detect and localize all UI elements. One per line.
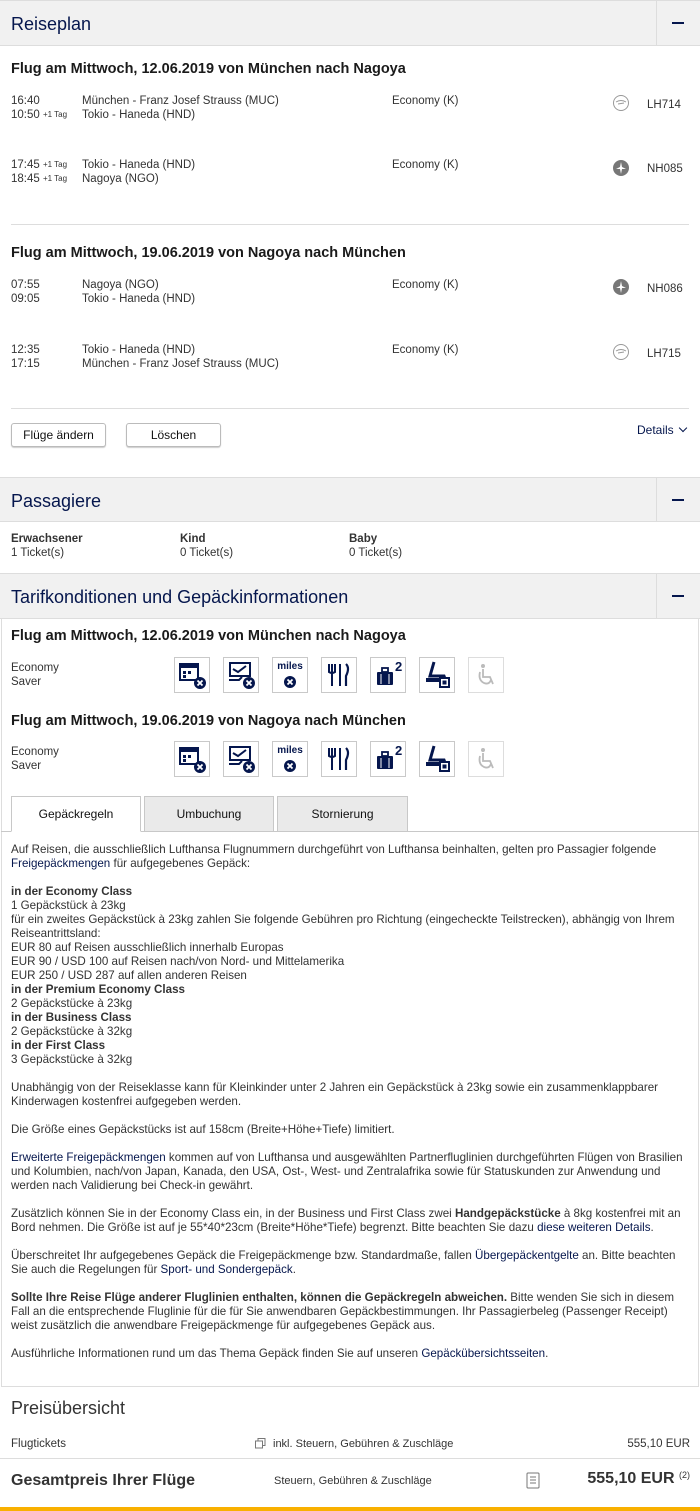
total-price-value: 555,10 EUR $^{(2)}$ bbox=[587, 1470, 690, 1487]
details-link[interactable]: Details bbox=[637, 423, 686, 437]
seat-reservation-icon[interactable] bbox=[419, 741, 455, 777]
segment-route: Tokio - Haneda (HND) München - Franz Josef Strauss (MUC) bbox=[82, 344, 279, 370]
minus-icon bbox=[672, 499, 684, 501]
tab-umbuchung[interactable]: Umbuchung bbox=[144, 796, 274, 832]
rebooking-fee-icon[interactable] bbox=[174, 741, 210, 777]
accessibility-icon[interactable] bbox=[468, 741, 504, 777]
tarif-box-left bbox=[1, 619, 2, 1386]
divider bbox=[0, 1458, 700, 1459]
meal-icon[interactable] bbox=[321, 741, 357, 777]
tarif-header bbox=[0, 573, 700, 619]
baggage-rules-text: Auf Reisen, die ausschließlich Lufthansa Flugnummern durchgeführt von Lufthansa beinhalten, gelten pro Passagier folgende Freigepäckmengen für aufgegebenes Gepäck: in der Economy Class 1 Gepäckstück à 23kg für ein zweites Gepäckstück à 23kg zahlen Sie folgende Gebühren pro Richtung (eingecheckte Teilstrecken), abhängig von Ihrem Reiseantrittsland: EUR 80 auf Reisen ausschließlich innerhalb Europas EUR 90 / USD 100 auf Reisen nach/von Nord- und Mittelamerika EUR 250 / USD 287 auf allen anderen Reisen in der Premium Economy Class 2 Gepäckstücke à 23kg in der Business Class 2 Gepäckstücke à 32kg in der First Class 3 Gepäckstücke à 32kg Unabhängig von der Reiseklasse kann für Kleinkinder unter 2 Jahren ein Gepäckstück à 23kg sowie ein zusammenklappbarer Kinderwagen kostenfrei aufgegeben werden. Die Größe eines Gepäckstücks ist auf 158cm (Breite+Höhe+Tiefe) limitiert. Erweiterte Freigepäckmengen kommen auf von Lufthansa und ausgewählten Partnerfluglinien durchgeführten Flügen von Brasilien und Kolumbien, nach/von Japan, Kanada, den USA, Ost-, West- und Zentralafrika sowie für Statuskunden zur Anwendung und werden nach Validierung bei Check-in gewährt. Zusätzlich können Sie in der Economy Class ein, in der Business und First Class zwei Handgepäckstücke à 8kg kostenfrei mit an Bord nehmen. Die Größe ist auf je 55*40*23cm (Breite*Höhe*Tiefe) begrenzt. Bitte beachten Sie dazu diese weiteren Details. Überschreitet Ihr aufgegebenes Gepäck die Freigepäckmenge bzw. Standardmaße, fallen Übergepäckentgelte an. Bitte beachten Sie auch die Regelungen für Sport- und Sondergepäck. Sollte Ihre Reise Flüge anderer Fluglinien enthalten, können die Gepäckregeln abweichen. Bitte wenden Sie sich in diesem Fall an die entsprechende Fluglinie für die für Sie anwendbaren Gepäckbestimmungen. Ihr Passagierbeleg (Passenger Receipt) weist zusätzlich die anwendbare Freigepäckmenge für aufgegebenes Gepäck aus. Ausführliche Informationen rund um das Thema Gepäck finden Sie auf unseren Gepäckübersichtsseiten. bbox=[11, 843, 691, 1361]
seat-reservation-icon[interactable] bbox=[419, 657, 455, 693]
rebooking-fee-icon[interactable] bbox=[174, 657, 210, 693]
total-price-label: Gesamtpreis Ihrer Flüge bbox=[11, 1472, 196, 1489]
reiseplan-title: Reiseplan bbox=[11, 14, 92, 34]
uebergepaeck-link[interactable]: Übergepäckentgelte bbox=[475, 1249, 579, 1262]
passagiere-title: Passagiere bbox=[11, 491, 102, 511]
price-row-label: Flugtickets bbox=[11, 1438, 66, 1450]
outbound-title: Flug am Mittwoch, 12.06.2019 von München nach Nagoya bbox=[11, 61, 406, 77]
segment-class: Economy (K) bbox=[392, 344, 459, 356]
passenger-child: Kind 0 Ticket(s) bbox=[180, 533, 234, 559]
passenger-baby: Baby 0 Ticket(s) bbox=[349, 533, 403, 559]
meal-icon[interactable] bbox=[321, 657, 357, 693]
preis-title: Preisübersicht bbox=[11, 1398, 126, 1418]
tarif-title: Tarifkonditionen und Gepäckinformationen bbox=[11, 587, 349, 607]
passagiere-header bbox=[0, 477, 700, 522]
passagiere-collapse-button[interactable] bbox=[656, 478, 700, 521]
freigepaeck-link[interactable]: Freigepäckmengen bbox=[11, 857, 111, 870]
segment-times: 17:45 $^{+1 Tag}$ 18:45 $^{+1 Tag}$ bbox=[11, 159, 68, 185]
receipt-icon[interactable] bbox=[526, 1472, 540, 1489]
baggage-icon[interactable]: 2 bbox=[370, 657, 406, 693]
segment-route: Tokio - Haneda (HND) Nagoya (NGO) bbox=[82, 159, 196, 185]
weitere-details-link[interactable]: diese weiteren Details bbox=[537, 1221, 651, 1234]
segment-flight-number: LH714 bbox=[647, 99, 681, 111]
segment-flight-number: NH085 bbox=[647, 163, 683, 175]
fare-name: Economy Saver bbox=[11, 746, 59, 772]
copy-icon[interactable] bbox=[255, 1438, 266, 1449]
price-row-note: inkl. Steuern, Gebühren & Zuschläge bbox=[273, 1438, 454, 1450]
refund-icon[interactable] bbox=[223, 657, 259, 693]
segment-flight-number: NH086 bbox=[647, 283, 683, 295]
accent-bar bbox=[0, 1507, 700, 1511]
segment-route: München - Franz Josef Strauss (MUC) Tokio - Haneda (HND) bbox=[82, 95, 279, 121]
segment-times: 12:35 17:15 bbox=[11, 344, 40, 370]
fare-flight-title: Flug am Mittwoch, 19.06.2019 von Nagoya nach München bbox=[11, 713, 406, 729]
erweiterte-freigepaeck-link[interactable]: Erweiterte Freigepäckmengen bbox=[11, 1151, 166, 1164]
refund-icon[interactable] bbox=[223, 741, 259, 777]
tarif-collapse-button[interactable] bbox=[656, 574, 700, 618]
divider bbox=[11, 224, 689, 225]
return-title: Flug am Mittwoch, 19.06.2019 von Nagoya nach München bbox=[11, 245, 406, 261]
divider bbox=[11, 408, 689, 409]
gepaeckuebersicht-link[interactable]: Gepäckübersichtsseiten bbox=[421, 1347, 546, 1360]
fare-name: Economy Saver bbox=[11, 662, 59, 688]
tab-stornierung[interactable]: Stornierung bbox=[277, 796, 408, 832]
passenger-adult: Erwachsener 1 Ticket(s) bbox=[11, 533, 83, 559]
fare-flight-title: Flug am Mittwoch, 12.06.2019 von München nach Nagoya bbox=[11, 628, 406, 644]
segment-class: Economy (K) bbox=[392, 159, 459, 171]
segment-times: 07:55 09:05 bbox=[11, 279, 40, 305]
minus-icon bbox=[672, 22, 684, 24]
reiseplan-collapse-button[interactable] bbox=[656, 1, 700, 45]
lufthansa-crane-icon bbox=[612, 343, 630, 361]
chevron-down-icon bbox=[679, 424, 687, 432]
delete-button[interactable]: Löschen bbox=[126, 423, 221, 447]
baggage-intro: Auf Reisen, die ausschließlich Lufthansa Flugnummern durchgeführt von Lufthansa beinhalten, gelten pro Passagier folgende Freigepäckmengen für aufgegebenes Gepäck: bbox=[11, 843, 657, 870]
reiseplan-header bbox=[0, 0, 700, 46]
sportgepaeck-link[interactable]: Sport- und Sondergepäck bbox=[160, 1263, 293, 1276]
accessibility-icon[interactable] bbox=[468, 657, 504, 693]
minus-icon bbox=[672, 595, 684, 597]
segment-times: 16:40 10:50 $^{+1 Tag}$ bbox=[11, 95, 68, 121]
ana-plane-icon bbox=[612, 278, 630, 296]
tarif-box-bottom bbox=[1, 1386, 699, 1387]
change-flights-button[interactable]: Flüge ändern bbox=[11, 423, 106, 447]
segment-route: Nagoya (NGO) Tokio - Haneda (HND) bbox=[82, 279, 196, 305]
segment-flight-number: LH715 bbox=[647, 348, 681, 360]
price-row-value: 555,10 EUR bbox=[627, 1438, 690, 1450]
segment-class: Economy (K) bbox=[392, 95, 459, 107]
miles-icon[interactable]: miles bbox=[272, 657, 308, 693]
total-price-note: Steuern, Gebühren & Zuschläge bbox=[274, 1475, 432, 1487]
lufthansa-crane-icon bbox=[612, 94, 630, 112]
miles-icon[interactable]: miles bbox=[272, 741, 308, 777]
tab-gepaeckregeln[interactable]: Gepäckregeln bbox=[11, 796, 141, 832]
ana-plane-icon bbox=[612, 159, 630, 177]
segment-class: Economy (K) bbox=[392, 279, 459, 291]
baggage-icon[interactable]: 2 bbox=[370, 741, 406, 777]
tarif-box-right bbox=[698, 619, 699, 1386]
